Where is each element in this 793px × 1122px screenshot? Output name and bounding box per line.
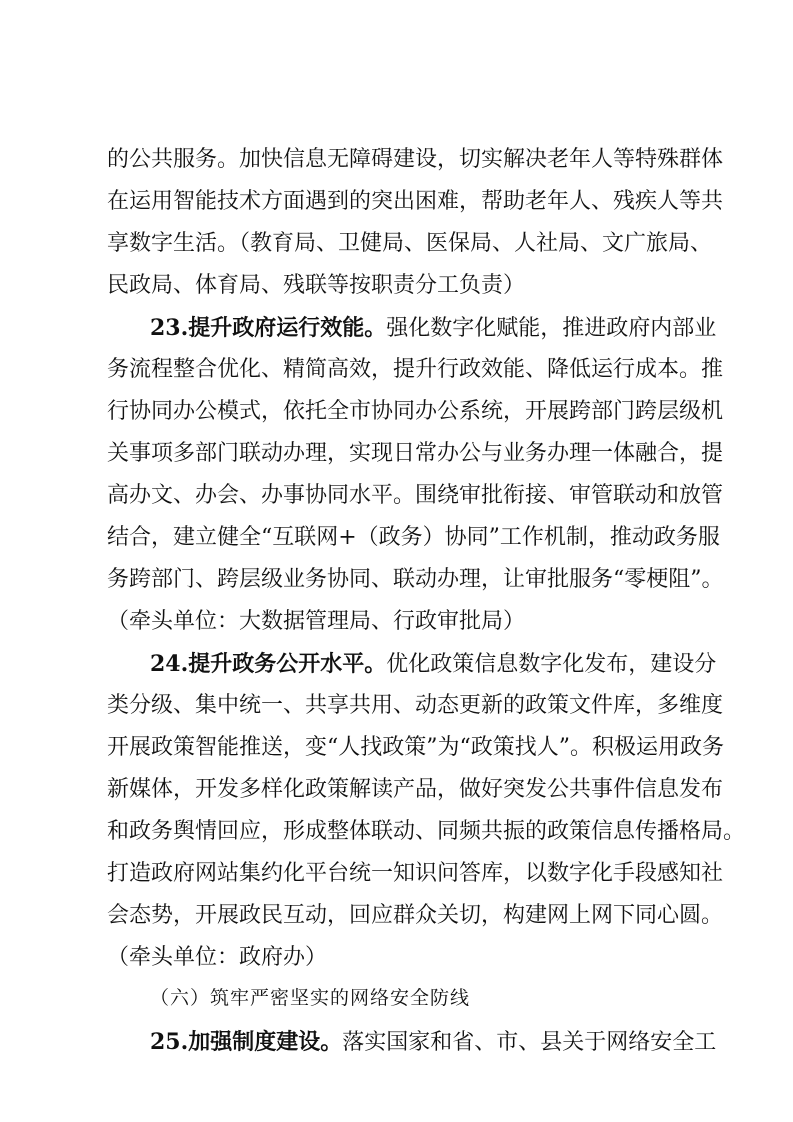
item-25-text: 落实国家和省、市、县关于网络安全工 [342,1030,717,1055]
paragraph-line: 结合，建立健全“互联网+（政务）协同”工作机制，推动政务服 [107,525,720,550]
paragraph-line: 行协同办公模式，依托全市协同办公系统，开展跨部门跨层级机 [107,399,724,424]
section-heading: （六）筑牢严密坚实的网络安全防线 [150,987,471,1009]
paragraph-line: 关事项多部门联动办理，实现日常办公与业务办理一体融合，提 [107,441,724,466]
paragraph-line: 开展政策智能推送，变“人找政策”为“政策找人”。积极运用政务 [107,735,724,760]
paragraph-line: 务流程整合优化、精简高效，提升行政效能、降低运行成本。推 [107,357,724,382]
item-24-text: 优化政策信息数字化发布，建设分 [386,652,717,677]
item-24-first-line [150,650,717,678]
paragraph-line: 享数字生活。（教育局、卫健局、医保局、人社局、文广旅局、 [107,231,713,256]
paragraph-line: 和政务舆情回应，形成整体联动、同频共振的政策信息传播格局。 [107,819,746,844]
paragraph-line: （牵头单位：政府办） [107,945,328,970]
paragraph-line: （牵头单位：大数据管理局、行政审批局） [107,609,526,634]
item-23-first-line [150,314,717,342]
paragraph-line: 会态势，开展政民互动，回应群众关切，构建网上网下同心圆。 [107,903,724,928]
paragraph-line: 在运用智能技术方面遇到的突出困难，帮助老年人、残疾人等共 [107,189,724,214]
paragraph-line: 的公共服务。加快信息无障碍建设，切实解决老年人等特殊群体 [107,147,724,172]
paragraph-line: 类分级、集中统一、共享共用、动态更新的政策文件库，多维度 [107,693,724,718]
item-23-text: 强化数字化赋能，推进政府内部业 [386,316,717,341]
paragraph-line: 打造政府网站集约化平台统一知识问答库，以数字化手段感知社 [107,861,724,886]
paragraph-line: 务跨部门、跨层级业务协同、联动办理，让审批服务“零梗阻”。 [107,567,724,592]
paragraph-line: 高办文、办会、办事协同水平。围绕审批衔接、审管联动和放管 [107,483,724,508]
item-24-heading: 24.提升政务公开水平。 [150,651,387,677]
item-25-first-line [150,1028,717,1056]
item-25-heading: 25.加强制度建设。 [150,1029,343,1055]
paragraph-line: 新媒体，开发多样化政策解读产品，做好突发公共事件信息发布 [107,777,724,802]
paragraph-line: 民政局、体育局、残联等按职责分工负责） [107,273,526,298]
item-23-heading: 23.提升政府运行效能。 [150,315,387,341]
